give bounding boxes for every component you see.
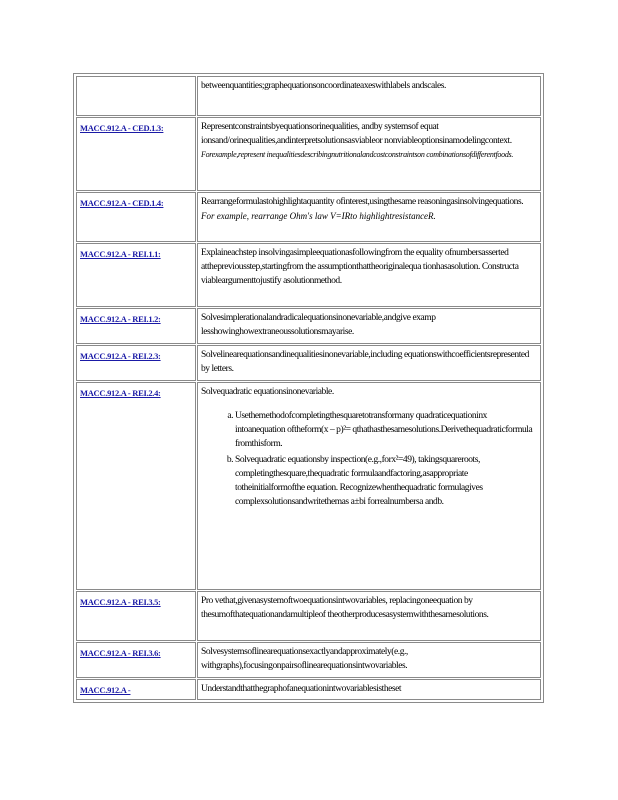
standard-description: Solvelinearequationsandinequalitiesinonevariable,including equationswithcoefficientsrepresented by letters. [197, 345, 541, 381]
standard-description: Understandthatthegraphofanequationintwovariablesistheset [197, 679, 541, 700]
table-row [76, 76, 541, 116]
table-row [76, 345, 541, 381]
standard-code-cell [76, 642, 196, 678]
table-row [76, 243, 541, 307]
standard-code-cell [76, 679, 196, 700]
standard-code-cell [76, 591, 196, 641]
list-item: a. Usethemethodofcompletingthesquaretotransformany quadraticequationinx intoanequation oftheform(x – p)²= qthathasthesamesolutions.Derivethequadraticformula fromthisform. [235, 409, 537, 451]
standard-description: Solvesystemsoflinearequationsexactlyandapproximately(e.g., withgraphs),focusingonpairsoflinearequationsintwovariables. [197, 642, 541, 678]
standard-description: Rearrangeformulastohighlightaquantity ofinterest,usingthesame reasoningasinsolvingequations. For example, rearrange Ohm's law V=IRto highlightresistanceR. [197, 192, 541, 242]
standard-example: Forexample,represent inequalitiesdescribingnutritionalandcostconstraintson combinationsofdifferentfoods. [201, 150, 514, 159]
standard-code-cell [76, 192, 196, 242]
standard-code-link[interactable]: MACC.912.A - CED.1.4: [80, 198, 164, 208]
standard-description: Solvesimplerationalandradicalequationsinonevariable,andgive examp lesshowinghowextraneoussolutionsmayarise. [197, 308, 541, 344]
standard-code-link[interactable]: MACC.912.A - REI.2.3: [80, 351, 161, 361]
table-row [76, 679, 541, 700]
standard-code-cell [76, 76, 196, 116]
table-row [76, 117, 541, 191]
standard-code-cell [76, 345, 196, 381]
standard-code-link[interactable]: MACC.912.A - REI.2.4: [80, 388, 161, 398]
standards-table-frame [73, 73, 544, 703]
sub-standard-list [201, 409, 537, 509]
table-row [76, 382, 541, 590]
standard-example: For example, rearrange Ohm's law V=IRto highlightresistanceR. [201, 211, 436, 221]
standard-description: Pro vethat,givenasystemoftwoequationsintwovariables, replacingoneequation by thesumofthatequationandamultipleof theotherproducesasystemwiththesamesolutions. [197, 591, 541, 641]
standard-code-cell [76, 382, 196, 590]
table-row [76, 591, 541, 641]
standard-code-cell [76, 117, 196, 191]
table-row [76, 192, 541, 242]
standard-code-link[interactable]: MACC.912.A - REI.1.2: [80, 314, 161, 324]
table-row [76, 642, 541, 678]
standard-description: betweenquantities;graphequationsoncoordinateaxeswithlabels andscales. [197, 76, 541, 116]
standard-code-link[interactable]: MACC.912.A - REI.3.5: [80, 597, 161, 607]
standard-code-link[interactable]: MACC.912.A - REI.1.1: [80, 249, 161, 259]
standards-table [75, 75, 542, 701]
standard-code-link[interactable]: MACC.912.A - [80, 685, 131, 695]
standard-code-link[interactable]: MACC.912.A - REI.3.6: [80, 648, 161, 658]
standard-code-cell [76, 243, 196, 307]
standard-description: Explaineachstep insolvingasimpleequationasfollowingfrom the equality ofnumbersasserted atthepreviousstep,startingfrom the assumptionthattheoriginalequa tionhasasolution. Constructa viableargumenttojustify asolutionmethod. [197, 243, 541, 307]
standard-code-link[interactable]: MACC.912.A - CED.1.3: [80, 123, 164, 133]
table-row [76, 308, 541, 344]
standard-description: Representconstraintsbyequationsorinequalities, andby systemsof equat ionsand/orinequalities,andinterpretsolutionsasviableor nonviableoptionsinamodelingcontext. Forexample,represent inequalitiesdescribingnutritionalandcostconstraintson combinationsofdifferentfoods. [197, 117, 541, 191]
standard-description: Solvequadratic equationsinonevariable. a. Usethemethodofcompletingthesquaretotransformany quadraticequationinx intoanequation oftheform(x – p)²= qthathasthesamesolutions.Derivethequadraticformula fromthisform. b. Solvequadratic equationsby inspection(e.g.,forx²=49), takingsquareroots, completingthesquare,thequadratic formulaandfactoring,asappropriate totheinitialformofthe equation. Recognizewhenthequadratic formulagives complexsolutionsandwritethemas a±bi forrealnumbersa andb. [197, 382, 541, 590]
standard-code-cell [76, 308, 196, 344]
list-item: b. Solvequadratic equationsby inspection(e.g.,forx²=49), takingsquareroots, completingthesquare,thequadratic formulaandfactoring,asappropriate totheinitialformofthe equation. Recognizewhenthequadratic formulagives complexsolutionsandwritethemas a±bi forrealnumbersa andb. [235, 453, 537, 509]
